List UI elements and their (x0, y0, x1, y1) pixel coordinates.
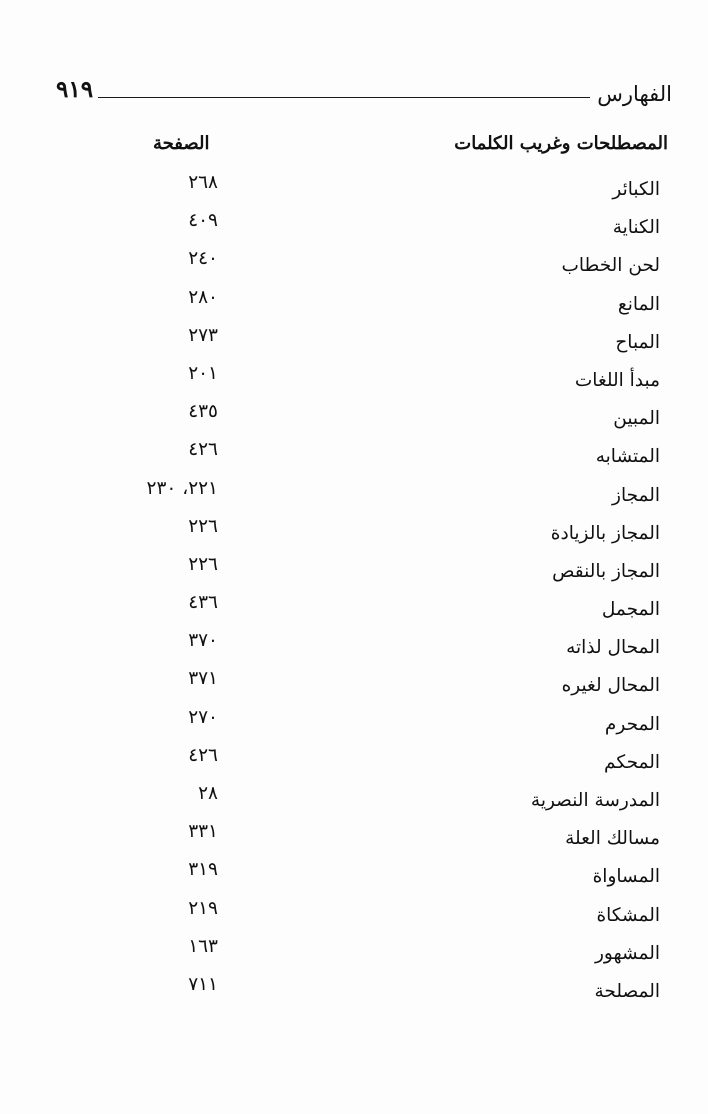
index-entry (56, 363, 668, 401)
index-entry (56, 821, 668, 859)
entry-pages: ٤٠٩ (188, 210, 218, 232)
entry-pages: ٢٠١ (188, 362, 218, 384)
index-entry (56, 745, 668, 783)
entry-term: المشهور (595, 942, 660, 964)
entry-pages: ٣١٩ (188, 859, 218, 881)
index-entry (56, 287, 668, 325)
entry-term: المانع (617, 293, 660, 315)
header-rule (98, 97, 590, 98)
entry-term: المتشابه (595, 446, 660, 468)
entry-pages: ٢٢١، ٢٣٠ (146, 477, 218, 499)
index-entry (56, 401, 668, 439)
index-entry (56, 783, 668, 821)
page-heading: الصفحة (153, 133, 210, 154)
index-entry (56, 630, 668, 668)
entry-term: المحال لغيره (561, 675, 660, 697)
entry-pages: ٢٧٠ (188, 706, 218, 728)
running-header (56, 72, 676, 112)
index-entry (56, 859, 668, 897)
entry-term: المشكاة (596, 904, 660, 926)
entry-pages: ١٦٣ (188, 935, 218, 957)
entry-pages: ٧١١ (188, 973, 218, 995)
index-entry (56, 478, 668, 516)
entry-pages: ٤٢٦ (188, 744, 218, 766)
entry-term: مسالك العلة (565, 828, 660, 850)
entry-term: الكناية (612, 217, 660, 239)
page-number: ٩١٩ (56, 76, 94, 103)
entry-pages: ٤٢٦ (188, 439, 218, 461)
entry-term: لحن الخطاب (561, 255, 660, 277)
entry-pages: ٢٨٠ (188, 286, 218, 308)
entry-term: المجاز (612, 484, 660, 506)
index-entry (56, 554, 668, 592)
entry-pages: ٣٧١ (188, 668, 218, 690)
entry-term: المجمل (601, 599, 660, 621)
index-entry (56, 439, 668, 477)
header-title: الفهارس (597, 82, 672, 106)
terms-heading: المصطلحات وغريب الكلمات (454, 133, 668, 154)
index-entry (56, 210, 668, 248)
entry-term: المصلحة (594, 980, 660, 1002)
index-entry (56, 936, 668, 974)
entry-pages: ٢٤٠ (188, 248, 218, 270)
index-entry (56, 325, 668, 363)
index-entry (56, 668, 668, 706)
entry-term: المبين (613, 408, 660, 430)
entry-pages: ٢٨ (198, 783, 218, 804)
entry-term: المدرسة النصرية (530, 790, 660, 811)
entry-pages: ٢٢٦ (188, 515, 218, 537)
entry-term: المجاز بالزيادة (550, 522, 660, 544)
index-entries (56, 172, 668, 1012)
entry-pages: ٣٧٠ (188, 630, 218, 652)
index-column-headings (56, 133, 668, 163)
index-entry (56, 172, 668, 210)
entry-term: مبدأ اللغات (574, 369, 660, 391)
index-entry (56, 974, 668, 1012)
entry-pages: ٣٣١ (188, 821, 218, 843)
index-entry (56, 516, 668, 554)
entry-term: المحرم (604, 713, 660, 735)
index-entry (56, 707, 668, 745)
entry-term: المحكم (604, 751, 660, 773)
index-entry (56, 248, 668, 286)
index-entry (56, 592, 668, 630)
entry-pages: ٢٧٣ (188, 324, 218, 346)
entry-pages: ٢٦٨ (188, 172, 218, 193)
entry-term: المساواة (592, 866, 660, 888)
entry-term: الكبائر (612, 179, 660, 200)
entry-term: المباح (615, 331, 660, 353)
index-entry (56, 898, 668, 936)
entry-term: المحال لذاته (566, 637, 660, 659)
entry-term: المجاز بالنقص (552, 560, 660, 582)
entry-pages: ٢١٩ (188, 897, 218, 919)
entry-pages: ٢٢٦ (188, 553, 218, 575)
entry-pages: ٤٣٥ (188, 401, 218, 423)
entry-pages: ٤٣٦ (188, 592, 218, 614)
